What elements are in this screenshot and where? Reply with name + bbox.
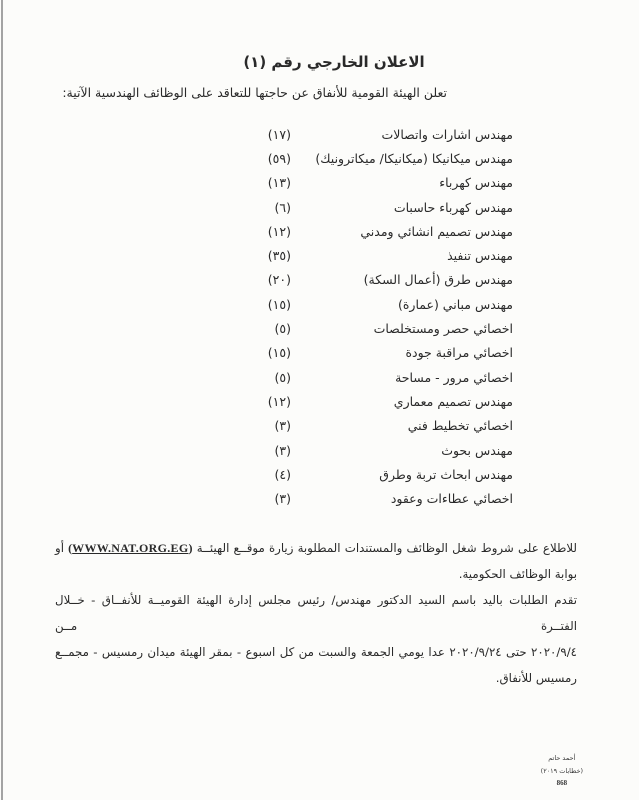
application-info-paragraph (55, 587, 577, 691)
job-row (55, 316, 513, 340)
job-count: (٥) (274, 321, 291, 337)
job-count: (١٢) (267, 223, 291, 239)
job-count: (١٥) (267, 345, 291, 361)
job-title: مهندس بحوث (441, 442, 513, 458)
info-text-before-url: للاطلاع على شروط شغل الوظائف والمستندات المطلوبة زيارة موقــع الهيئــة (196, 540, 578, 555)
paren-open: ( (68, 540, 73, 555)
job-list (55, 122, 577, 511)
job-row (55, 438, 513, 462)
job-count: (١٧) (267, 126, 291, 142)
job-count: (٣) (274, 491, 291, 507)
job-title: مهندس تصميم معماري (393, 393, 513, 409)
paragraph-line: تقدم الطلبات باليد باسم السيد الدكتور مهندس/ رئيس مجلس إدارة الهيئة القوميــة للأنفــاق - خــلال الفتــرة مــن (55, 592, 577, 633)
job-count: (٢٠) (267, 272, 291, 288)
clerk-number: 868 (556, 779, 568, 787)
info-text-after-url: أو (55, 540, 64, 555)
job-count: (١٣) (267, 175, 291, 191)
job-row (55, 146, 513, 170)
clerk-stamp (541, 752, 583, 790)
job-count: (٣) (274, 418, 291, 434)
job-title: مهندس اشارات واتصالات (381, 126, 513, 142)
job-title: مهندس ابحاث تربة وطرق (379, 466, 513, 482)
job-count: (١٢) (267, 393, 291, 409)
paragraph-line: رمسيس للأنفاق. (495, 670, 577, 685)
job-title: مهندس ميكانيكا (ميكانيكا/ ميكاترونيك) (315, 150, 513, 166)
job-row (55, 389, 513, 413)
scan-edge-line (1, 0, 3, 800)
clerk-ref: (خطابات ٢٠١٩) (540, 766, 583, 775)
job-row (55, 171, 513, 195)
paragraph-line: بوابة الوظائف الحكومية. (458, 566, 577, 581)
job-row (55, 122, 513, 146)
job-row (55, 195, 513, 219)
url-text: WWW.NAT.ORG.EG (72, 540, 189, 555)
job-count: (٥٩) (267, 150, 291, 166)
announcement-title: الاعلان الخارجي رقم (١) (243, 53, 425, 71)
job-title: مهندس تنفيذ (447, 248, 513, 264)
job-count: (٥) (274, 369, 291, 385)
paragraph-line (55, 535, 577, 561)
job-title: مهندس تصميم انشائي ومدني (360, 223, 513, 239)
job-row (55, 365, 513, 389)
job-row (55, 243, 513, 267)
job-count: (١٥) (267, 296, 291, 312)
website-url (68, 541, 192, 555)
paragraph-line: ٢٠٢٠/٩/٤ حتى ٢٠٢٠/٩/٢٤ عدا يومي الجمعة والسبت من كل اسبوع - بمقر الهيئة ميدان رمسيس - مجمــع (55, 644, 578, 659)
job-title: مهندس كهرباء (439, 175, 513, 191)
website-info-paragraph (55, 535, 577, 587)
job-row (55, 462, 513, 486)
job-title: اخصائي عطاءات وعقود (390, 491, 513, 507)
announcement-subtitle: تعلن الهيئة القومية للأنفاق عن حاجتها للتعاقد على الوظائف الهندسية الآتية: (62, 85, 447, 100)
job-row (55, 219, 513, 243)
job-title: اخصائي تخطيط فني (407, 418, 513, 434)
job-row (55, 268, 513, 292)
paren-close: ) (188, 540, 193, 555)
job-row (55, 341, 513, 365)
clerk-name: أحمد حاتم (548, 754, 576, 762)
job-title: مهندس مباني (عمارة) (397, 296, 513, 312)
job-count: (٤) (274, 466, 291, 482)
job-row (55, 486, 513, 510)
document-content (55, 0, 577, 691)
job-count: (٦) (274, 199, 291, 215)
job-title: اخصائي حصر ومستخلصات (373, 321, 513, 337)
job-row (55, 292, 513, 316)
job-count: (٣) (274, 442, 291, 458)
job-title: اخصائي مرور - مساحة (395, 369, 513, 385)
job-title: اخصائي مراقبة جودة (405, 345, 513, 361)
job-row (55, 414, 513, 438)
job-title: مهندس طرق (أعمال السكة) (363, 272, 513, 288)
job-count: (٣٥) (267, 248, 291, 264)
job-title: مهندس كهرباء حاسبات (393, 199, 513, 215)
